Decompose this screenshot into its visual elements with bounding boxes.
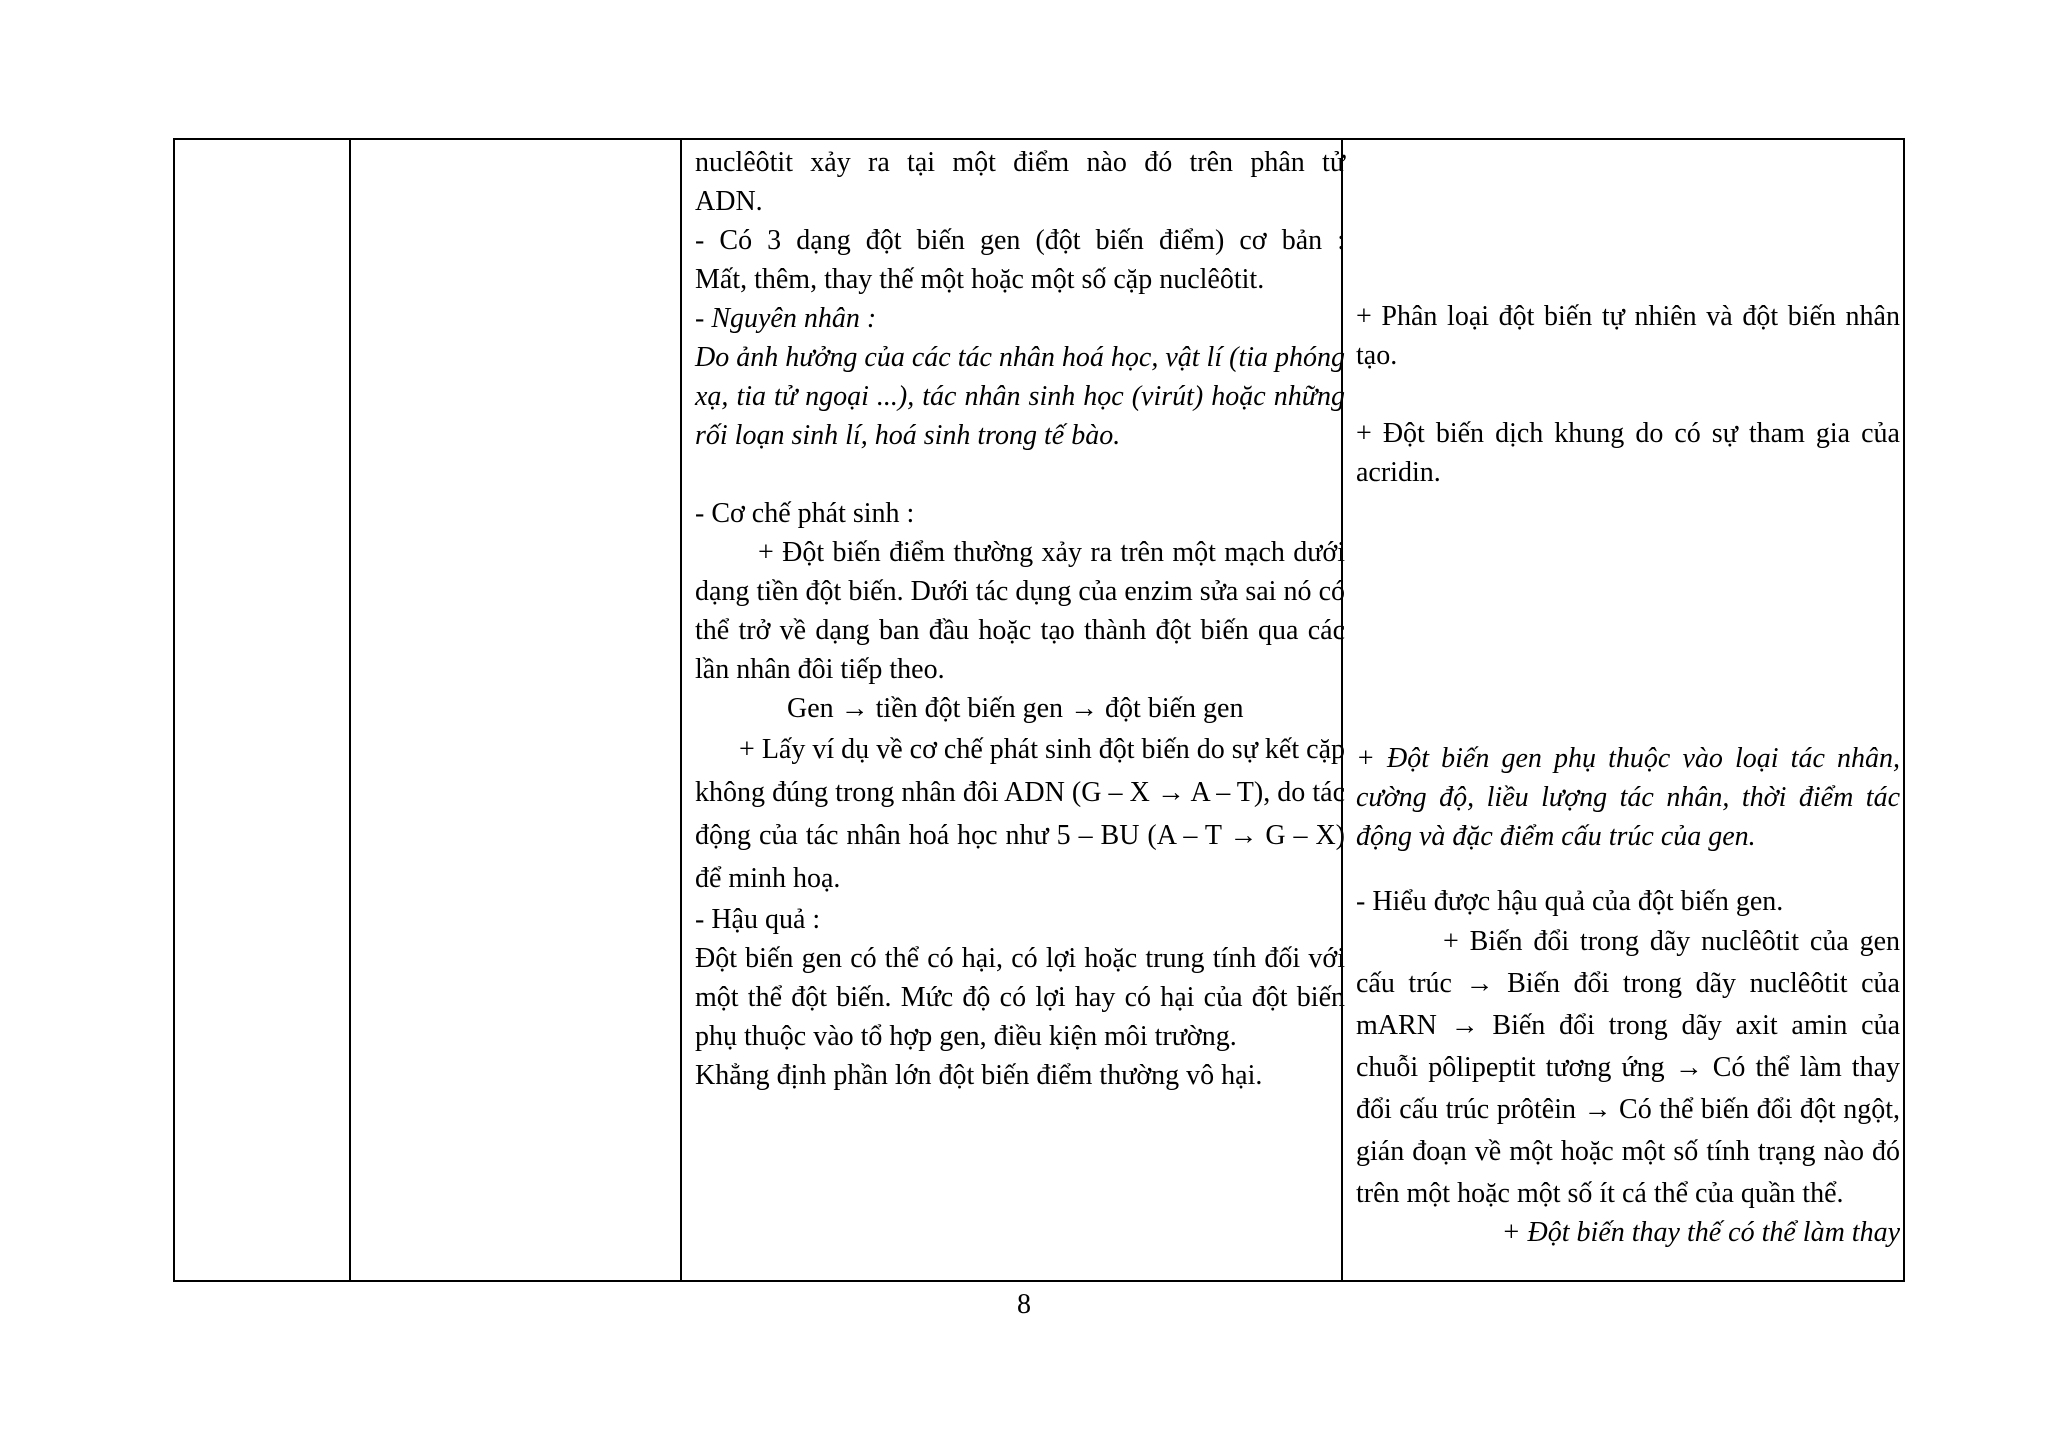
formula-line: Gen → tiền đột biến gen → đột biến gen [787,693,1244,724]
example-paragraph: + Lấy ví dụ về cơ chế phát sinh đột biến do sự kết cặp không đúng trong nhân đôi ADN (G – X → A – T), do tác động của tác nhân hoá học như 5 – BU (A – T → G – X) để minh hoạ. [695,734,1345,894]
page-number: 8 [1017,1289,1031,1320]
note-heading: - Hiểu được hậu quả của đột biến gen. [1356,886,1784,917]
column-divider [349,140,351,1280]
text-line: - Có 3 dạng đột biến gen (đột biến điểm) cơ bản : [695,225,1345,256]
text-line: Mất, thêm, thay thế một hoặc một số cặp nuclêôtit. [695,264,1265,295]
column-divider [680,140,682,1280]
subheading-cause: - Nguyên nhân : [695,303,877,334]
text-line: nuclêôtit xảy ra tại một điểm nào đó trên phân tử [695,147,1345,178]
cause-paragraph: Do ảnh hưởng của các tác nhân hoá học, vật lí (tia phóng xạ, tia tử ngoại ...), tác nhân sinh học (virút) hoặc những rối loạn sinh lí, hoá sinh trong tế bào. [695,342,1346,451]
note-paragraph: + Đột biến dịch khung do có sự tham gia của acridin. [1356,418,1900,488]
note-paragraph: + Phân loại đột biến tự nhiên và đột biến nhân tạo. [1356,301,1900,371]
note-paragraph: + Biến đổi trong dãy nuclêôtit của gen cấu trúc → Biến đổi trong dãy nuclêôtit của mARN → Biến đổi trong dãy axit amin của chuỗi pôlipeptit tương ứng → Có thể làm thay đổi cấu trúc prôtêin → Có thể biến đổi đột ngột, gián đoạn về một hoặc một số tính trạng nào đó trên một hoặc một số ít cá thể của quần thể. [1356,926,1900,1209]
content-column [695,140,1345,1095]
notes-column [1356,140,1900,1252]
text-line: Khẳng định phần lớn đột biến điểm thường vô hại. [695,1060,1263,1091]
note-paragraph-italic: + Đột biến thay thế có thể làm thay [1501,1217,1900,1248]
content-table [173,138,1905,1282]
subheading-consequence: - Hậu quả : [695,904,821,935]
subheading-mechanism: - Cơ chế phát sinh : [695,498,915,529]
note-paragraph-italic: + Đột biến gen phụ thuộc vào loại tác nhân, cường độ, liều lượng tác nhân, thời điểm tác động và đặc điểm cấu trúc của gen. [1356,743,1900,852]
consequence-paragraph: Đột biến gen có thể có hại, có lợi hoặc trung tính đối với một thể đột biến. Mức độ có lợi hay có hại của đột biến phụ thuộc vào tổ hợp gen, điều kiện môi trường. [695,943,1345,1052]
mechanism-paragraph: + Đột biến điểm thường xảy ra trên một mạch dưới dạng tiền đột biến. Dưới tác dụng của enzim sửa sai nó có thể trở về dạng ban đầu hoặc tạo thành đột biến qua các lần nhân đôi tiếp theo. [695,537,1345,685]
text-line: ADN. [695,186,763,217]
